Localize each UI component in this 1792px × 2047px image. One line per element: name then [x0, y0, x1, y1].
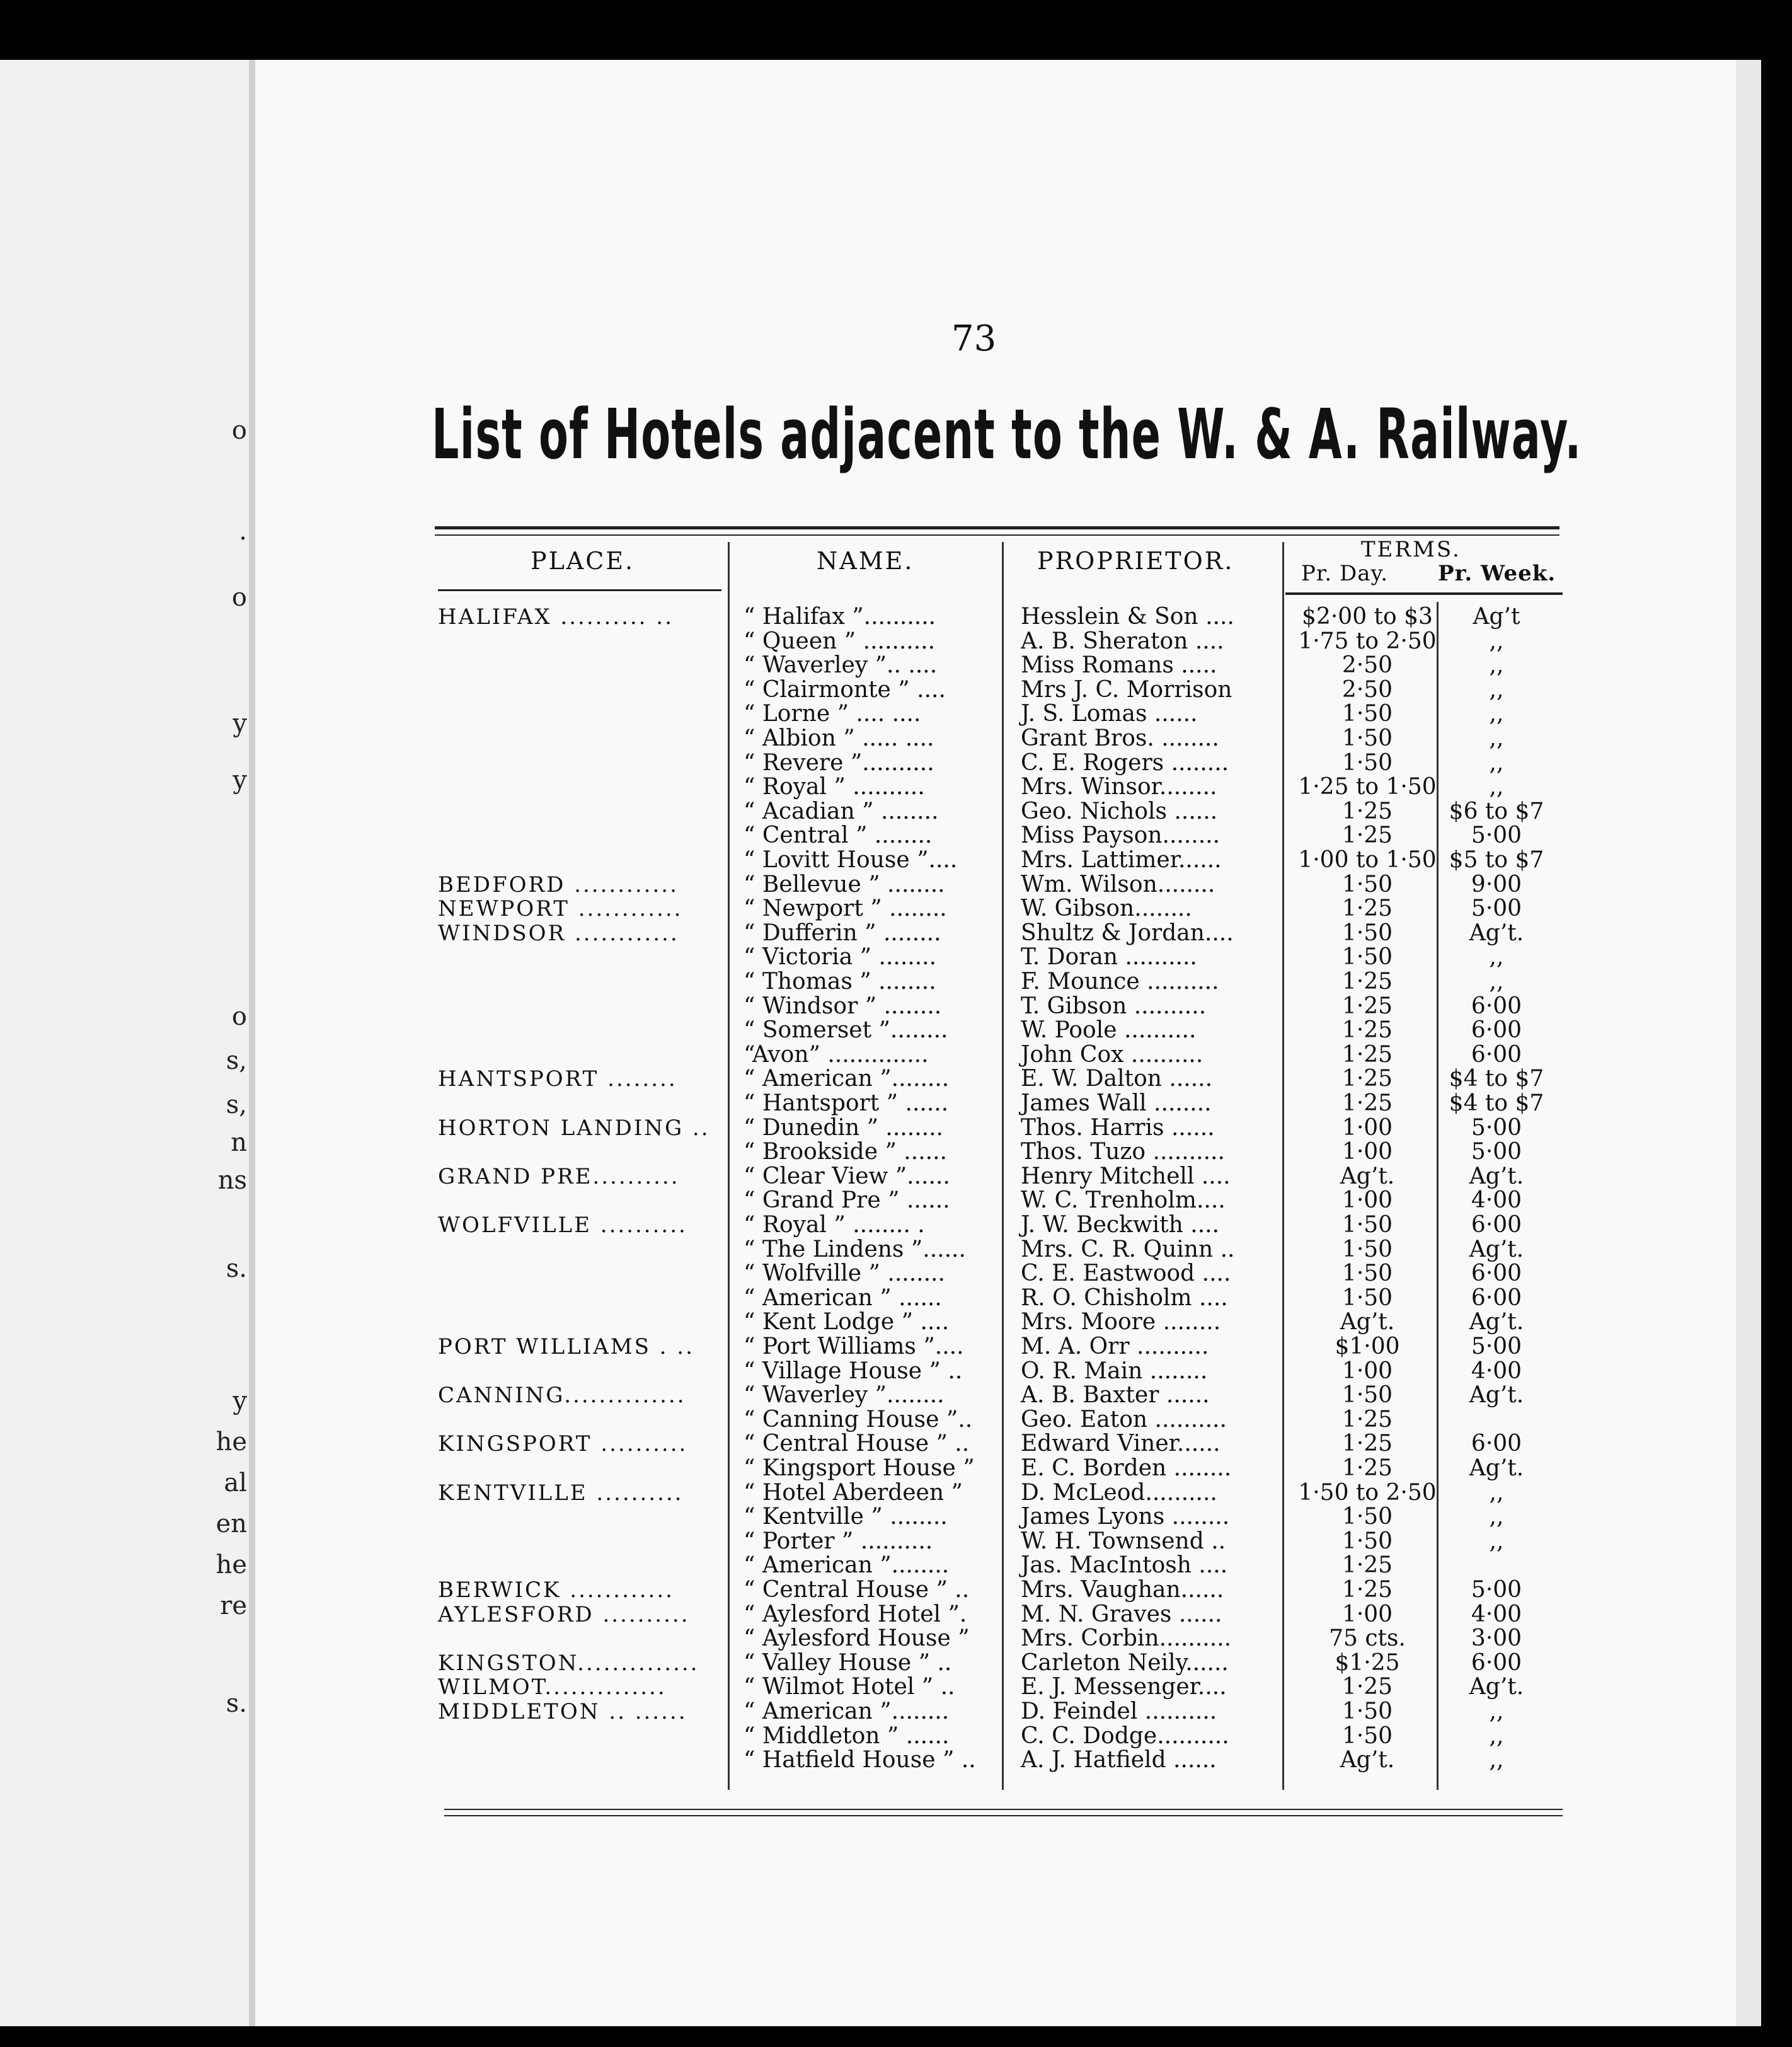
table-row	[0, 1092, 1792, 1116]
cell-week: 4·00	[1471, 1601, 1522, 1627]
cell-proprietor: W. Gibson........	[1021, 896, 1192, 921]
table-row	[0, 1603, 1792, 1627]
table-row	[0, 1456, 1792, 1480]
cell-proprietor: R. O. Chisholm ....	[1021, 1285, 1228, 1311]
cell-name: “ Hotel Aberdeen ”	[744, 1480, 963, 1506]
cell-name: “ Bellevue ” ........	[744, 872, 945, 897]
table-row	[0, 1310, 1792, 1334]
cell-proprietor: Mrs. Moore ........	[1021, 1309, 1221, 1335]
cell-proprietor: Shultz & Jordan....	[1021, 920, 1234, 946]
cell-week: ,,	[1489, 652, 1504, 678]
cell-week: Ag’t.	[1469, 920, 1524, 946]
cell-day: 1·00	[1341, 1115, 1393, 1141]
cell-proprietor: T. Doran ..........	[1021, 944, 1197, 970]
cell-proprietor: E. J. Messenger....	[1021, 1674, 1227, 1700]
cell-day: 1·25	[1341, 1577, 1393, 1603]
cell-name: “ Somerset ”........	[744, 1017, 948, 1043]
cell-week: 5·00	[1471, 1139, 1522, 1165]
cell-day: 1·50	[1341, 920, 1393, 946]
cell-week: Ag’t.	[1469, 1382, 1524, 1408]
cell-name: “ Royal ” ........ .	[744, 1212, 925, 1238]
cell-name: “ Kent Lodge ” ....	[744, 1309, 950, 1335]
cell-day: 1·25 to 1·50	[1298, 774, 1437, 800]
cell-day: 2·50	[1341, 652, 1393, 678]
cell-week: ,,	[1489, 750, 1504, 776]
cell-proprietor: J. S. Lomas ......	[1021, 701, 1198, 727]
cell-week: ,,	[1489, 1480, 1504, 1506]
cell-week: 5·00	[1471, 822, 1522, 848]
left-page-edge-char: he	[215, 1550, 247, 1579]
table-row	[0, 1116, 1792, 1140]
cell-place: CANNING..............	[438, 1383, 686, 1408]
cell-place: KINGSPORT ..........	[438, 1431, 688, 1456]
table-row	[0, 1675, 1792, 1699]
cell-day: 1·50	[1341, 1698, 1393, 1724]
cell-week: 3·00	[1471, 1625, 1522, 1651]
cell-week: 6·00	[1471, 1212, 1522, 1238]
cell-proprietor: A. J. Hatfield ......	[1021, 1747, 1217, 1773]
cell-week: Ag’t.	[1469, 1455, 1524, 1481]
table-row	[0, 1748, 1792, 1772]
cell-name: “ American ”........	[744, 1066, 950, 1092]
header-rule-second	[435, 534, 1559, 536]
cell-week: ,,	[1489, 944, 1504, 970]
cell-proprietor: M. N. Graves ......	[1021, 1601, 1222, 1627]
table-row	[0, 1432, 1792, 1456]
table-row	[0, 1627, 1792, 1651]
header-per-day: Pr. Day.	[1301, 561, 1389, 586]
cell-day: 1·25	[1341, 1407, 1393, 1433]
cell-name: “ American ”........	[744, 1552, 950, 1578]
cell-week: 4·00	[1471, 1358, 1522, 1384]
table-row	[0, 1213, 1792, 1237]
cell-proprietor: Henry Mitchell ....	[1021, 1163, 1231, 1189]
left-page-edge-char: re	[220, 1591, 247, 1620]
cell-week: ,,	[1489, 1528, 1504, 1554]
cell-day: 1·50	[1341, 1723, 1393, 1749]
table-row	[0, 630, 1792, 654]
table-row	[0, 897, 1792, 921]
cell-name: “ Kingsport House ”	[744, 1455, 975, 1481]
cell-week: 4·00	[1471, 1187, 1522, 1213]
cell-place: BERWICK ............	[438, 1577, 674, 1603]
cell-day: 1·50	[1341, 1285, 1393, 1311]
cell-day: 1·50	[1341, 725, 1393, 751]
cell-week: ,,	[1489, 628, 1504, 654]
cell-name: “ Central ” ........	[744, 822, 933, 848]
cell-name: “ Aylesford Hotel ”.	[744, 1601, 967, 1627]
cell-week: ,,	[1489, 725, 1504, 751]
cell-name: “ Victoria ” ........	[744, 944, 937, 970]
cell-proprietor: C. E. Eastwood ....	[1021, 1260, 1231, 1286]
bottom-rule-top	[444, 1809, 1563, 1810]
cell-day: $1·25	[1335, 1650, 1400, 1676]
cell-proprietor: Grant Bros. ........	[1021, 725, 1219, 751]
left-page-edge-char: y	[233, 709, 247, 738]
table-row	[0, 1165, 1792, 1189]
terms-header-underline	[1285, 592, 1563, 595]
table-row	[0, 1262, 1792, 1286]
cell-place: MIDDLETON .. ......	[438, 1699, 687, 1724]
left-page-edge-char: o	[231, 416, 247, 445]
cell-day: 1·25	[1341, 1431, 1393, 1456]
cell-week: Ag’t.	[1469, 1237, 1524, 1262]
cell-place: HORTON LANDING ..	[438, 1116, 710, 1141]
table-row	[0, 800, 1792, 824]
cell-day: $1·00	[1335, 1334, 1400, 1359]
cell-name: “ Porter ” ..........	[744, 1528, 933, 1554]
table-row	[0, 873, 1792, 897]
left-page-edge-char: s,	[226, 1090, 247, 1119]
cell-proprietor: D. Feindel ..........	[1021, 1698, 1217, 1724]
cell-day: 1·25	[1341, 1552, 1393, 1578]
cell-proprietor: M. A. Orr ..........	[1021, 1334, 1209, 1359]
cell-day: 1·25	[1341, 1042, 1393, 1068]
table-row	[0, 654, 1792, 678]
cell-week: 6·00	[1471, 1431, 1522, 1456]
left-page-edge-char: ns	[217, 1166, 247, 1195]
cell-place: PORT WILLIAMS . ..	[438, 1334, 694, 1359]
cell-day: 1·50	[1341, 1212, 1393, 1238]
table-row	[0, 945, 1792, 969]
cell-day: 1·25	[1341, 993, 1393, 1019]
cell-week: 6·00	[1471, 1017, 1522, 1043]
header-terms: TERMS.	[1361, 537, 1461, 562]
table-row	[0, 1383, 1792, 1407]
cell-proprietor: Mrs. Vaughan......	[1021, 1577, 1224, 1603]
cell-week: 9·00	[1471, 872, 1522, 897]
cell-week: 6·00	[1471, 1285, 1522, 1311]
cell-day: 1·50 to 2·50	[1298, 1480, 1437, 1506]
cell-day: $2·00 to $3	[1302, 604, 1433, 630]
cell-day: Ag’t.	[1340, 1747, 1395, 1773]
cell-proprietor: D. McLeod..........	[1021, 1480, 1217, 1506]
cell-name: “ Hantsport ” ......	[744, 1090, 949, 1116]
cell-name: “ Middleton ” ......	[744, 1723, 950, 1749]
bottom-rule-bottom	[444, 1815, 1563, 1816]
cell-day: Ag’t.	[1340, 1309, 1395, 1335]
cell-proprietor: Thos. Harris ......	[1021, 1115, 1215, 1141]
cell-proprietor: Geo. Eaton ..........	[1021, 1407, 1227, 1433]
cell-name: “ Village House ” ..	[744, 1358, 963, 1384]
cell-proprietor: Wm. Wilson........	[1021, 872, 1215, 897]
cell-day: 1·50	[1341, 1528, 1393, 1554]
cell-proprietor: Thos. Tuzo ..........	[1021, 1139, 1225, 1165]
header-rule-top	[435, 526, 1559, 529]
table-row	[0, 1481, 1792, 1505]
header-name: NAME.	[817, 547, 914, 575]
cell-place: BEDFORD ............	[438, 872, 679, 897]
table-row	[0, 1724, 1792, 1748]
table-row	[0, 605, 1792, 629]
cell-name: “ Revere ”..........	[744, 750, 934, 776]
cell-day: 1·25	[1341, 1017, 1393, 1043]
header-proprietor: PROPRIETOR.	[1037, 547, 1234, 575]
cell-proprietor: A. B. Sheraton ....	[1021, 628, 1224, 654]
left-page-edge-char: y	[233, 1387, 247, 1416]
cell-week: ,,	[1489, 1698, 1504, 1724]
table-row	[0, 678, 1792, 702]
table-row	[0, 1140, 1792, 1164]
cell-name: “ American ”........	[744, 1698, 950, 1724]
cell-place: AYLESFORD ..........	[438, 1602, 690, 1627]
table-row	[0, 1505, 1792, 1529]
cell-proprietor: A. B. Baxter ......	[1021, 1382, 1210, 1408]
cell-week: Ag’t.	[1469, 1674, 1524, 1700]
left-page-edge-char: s.	[226, 1689, 247, 1718]
cell-day: 75 cts.	[1329, 1625, 1406, 1651]
cell-week: ,,	[1489, 774, 1504, 800]
left-page-edge-char: n	[231, 1128, 247, 1157]
table-row	[0, 1067, 1792, 1091]
cell-week: ,,	[1489, 969, 1504, 995]
cell-proprietor: Mrs. Corbin..........	[1021, 1625, 1232, 1651]
cell-proprietor: Miss Payson........	[1021, 822, 1221, 848]
cell-week: 5·00	[1471, 1334, 1522, 1359]
cell-name: “ Lorne ” .... ....	[744, 701, 921, 727]
place-header-underline	[438, 589, 721, 591]
cell-name: “ Waverley ”.. ....	[744, 652, 938, 678]
cell-day: 1·50	[1341, 1260, 1393, 1286]
table-row	[0, 995, 1792, 1018]
cell-day: 1·25	[1341, 1455, 1393, 1481]
cell-name: “ Canning House ”..	[744, 1407, 973, 1433]
cell-name: “ Windsor ” ........	[744, 993, 942, 1019]
left-page-edge-char: o	[231, 1002, 247, 1031]
cell-proprietor: C. C. Dodge..........	[1021, 1723, 1229, 1749]
table-row	[0, 970, 1792, 994]
cell-day: 1·25	[1341, 1090, 1393, 1116]
cell-proprietor: Mrs J. C. Morrison	[1021, 677, 1232, 703]
cell-name: “ Lovitt House ”....	[744, 847, 958, 873]
cell-day: 1·50	[1341, 1504, 1393, 1530]
cell-week: Ag’t	[1473, 604, 1520, 630]
cell-day: 1·50	[1341, 1382, 1393, 1408]
header-place: PLACE.	[531, 547, 635, 575]
cell-name: “ Royal ” ..........	[744, 774, 925, 800]
cell-proprietor: Mrs. C. R. Quinn ..	[1021, 1237, 1235, 1262]
cell-week: 6·00	[1471, 1650, 1522, 1676]
cell-name: “ Central House ” ..	[744, 1577, 970, 1603]
table-row	[0, 824, 1792, 848]
table-row	[0, 1286, 1792, 1310]
table-row	[0, 1238, 1792, 1262]
cell-proprietor: F. Mounce ..........	[1021, 969, 1219, 995]
cell-day: 1·00	[1341, 1139, 1393, 1165]
cell-name: “ Clairmonte ” ....	[744, 677, 946, 703]
cell-week: ,,	[1489, 701, 1504, 727]
table-row	[0, 848, 1792, 872]
cell-name: “ Halifax ”..........	[744, 604, 936, 630]
cell-day: 1·00 to 1·50	[1298, 847, 1437, 873]
page-title: List of Hotels adjacent to the W. & A. Railway.	[432, 394, 1582, 475]
table-row	[0, 1700, 1792, 1724]
cell-proprietor: Mrs. Lattimer......	[1021, 847, 1222, 873]
cell-day: 1·50	[1341, 701, 1393, 727]
left-page-edge-char: y	[233, 766, 247, 795]
cell-name: “ Hatfield House ” ..	[744, 1747, 976, 1773]
cell-proprietor: W. Poole ..........	[1021, 1017, 1197, 1043]
cell-name: “ Albion ” ..... ....	[744, 725, 934, 751]
cell-proprietor: W. H. Townsend ..	[1021, 1528, 1226, 1554]
cell-proprietor: Mrs. Winsor........	[1021, 774, 1217, 800]
table-row	[0, 1651, 1792, 1675]
table-row	[0, 702, 1792, 726]
cell-week: Ag’t.	[1469, 1309, 1524, 1335]
cell-proprietor: T. Gibson ..........	[1021, 993, 1207, 1019]
cell-place: WILMOT..............	[438, 1675, 667, 1700]
cell-name: “ Dunedin ” ........	[744, 1115, 943, 1141]
cell-name: “ Clear View ”......	[744, 1163, 950, 1189]
cell-name: “ Dufferin ” ........	[744, 920, 941, 946]
left-page-edge-char: he	[215, 1427, 247, 1456]
cell-name: “ Wilmot Hotel ” ..	[744, 1674, 955, 1700]
cell-name: “ Newport ” ........	[744, 896, 947, 921]
cell-week: 6·00	[1471, 1042, 1522, 1068]
cell-proprietor: Geo. Nichols ......	[1021, 799, 1218, 824]
cell-name: “ Port Williams ”....	[744, 1334, 964, 1359]
table-row	[0, 1018, 1792, 1042]
cell-proprietor: Jas. MacIntosh ....	[1021, 1552, 1228, 1578]
cell-proprietor: E. W. Dalton ......	[1021, 1066, 1213, 1092]
cell-proprietor: O. R. Main ........	[1021, 1358, 1208, 1384]
table-row	[0, 1359, 1792, 1383]
table-row	[0, 1043, 1792, 1067]
cell-day: 2·50	[1341, 677, 1393, 703]
cell-week: 5·00	[1471, 1115, 1522, 1141]
cell-name: “ Waverley ”........	[744, 1382, 945, 1408]
table-row	[0, 727, 1792, 751]
cell-proprietor: Miss Romans .....	[1021, 652, 1217, 678]
cell-day: 1·00	[1341, 1358, 1393, 1384]
cell-proprietor: James Lyons ........	[1021, 1504, 1230, 1530]
left-page-edge-char: .	[239, 517, 247, 546]
cell-name: “ Brookside ” ......	[744, 1139, 947, 1165]
cell-name: “ Grand Pre ” ......	[744, 1187, 950, 1213]
cell-day: 1·50	[1341, 944, 1393, 970]
cell-place: NEWPORT ............	[438, 896, 683, 921]
cell-proprietor: Carleton Neily......	[1021, 1650, 1229, 1676]
left-page-edge-char: s.	[226, 1254, 247, 1283]
cell-day: 1·00	[1341, 1601, 1393, 1627]
left-page-edge-char: al	[224, 1468, 247, 1497]
left-page-edge-char: o	[231, 583, 247, 612]
cell-day: 1·00	[1341, 1187, 1393, 1213]
cell-week: ,,	[1489, 1504, 1504, 1530]
cell-name: “ Thomas ” ........	[744, 969, 936, 995]
cell-day: 1·50	[1341, 872, 1393, 897]
cell-day: 1·50	[1341, 1237, 1393, 1262]
page-number: 73	[951, 318, 997, 359]
cell-day: 1·25	[1341, 1066, 1393, 1092]
cell-proprietor: C. E. Rogers ........	[1021, 750, 1229, 776]
cell-place: WOLFVILLE ..........	[438, 1213, 687, 1238]
cell-name: “ Aylesford House ”	[744, 1625, 970, 1651]
left-page-edge-char: s,	[226, 1046, 247, 1075]
cell-place: GRAND PRE..........	[438, 1164, 680, 1189]
cell-place: HALIFAX .......... ..	[438, 604, 674, 630]
cell-name: “ American ” ......	[744, 1285, 942, 1311]
cell-day: 1·50	[1341, 750, 1393, 776]
cell-place: KENTVILLE ..........	[438, 1480, 684, 1506]
table-row	[0, 1554, 1792, 1577]
table-row	[0, 1189, 1792, 1213]
cell-name: “Avon” ..............	[744, 1042, 929, 1068]
cell-week: $4 to $7	[1449, 1090, 1544, 1116]
cell-name: “ Queen ” ..........	[744, 628, 936, 654]
cell-week: $6 to $7	[1449, 799, 1544, 824]
cell-proprietor: W. C. Trenholm....	[1021, 1187, 1226, 1213]
cell-week: ,,	[1489, 1723, 1504, 1749]
cell-week: Ag’t.	[1469, 1163, 1524, 1189]
cell-proprietor: J. W. Beckwith ....	[1021, 1212, 1220, 1238]
cell-name: “ Kentville ” ........	[744, 1504, 948, 1530]
cell-name: “ Acadian ” ........	[744, 799, 939, 824]
cell-proprietor: Hesslein & Son ....	[1021, 604, 1234, 630]
cell-proprietor: James Wall ........	[1021, 1090, 1212, 1116]
cell-name: “ The Lindens ”......	[744, 1237, 966, 1262]
table-row	[0, 1530, 1792, 1554]
table-row	[0, 1335, 1792, 1359]
table-row	[0, 1578, 1792, 1602]
table-row	[0, 775, 1792, 799]
cell-place: KINGSTON..............	[438, 1651, 699, 1676]
cell-day: 1·25	[1341, 896, 1393, 921]
cell-proprietor: E. C. Borden ........	[1021, 1455, 1232, 1481]
cell-week: $5 to $7	[1449, 847, 1544, 873]
header-per-week: Pr. Week.	[1438, 561, 1556, 586]
cell-day: 1·25	[1341, 969, 1393, 995]
cell-proprietor: Edward Viner......	[1021, 1431, 1221, 1456]
table-row	[0, 751, 1792, 775]
cell-day: 1·25	[1341, 1674, 1393, 1700]
cell-week: 6·00	[1471, 1260, 1522, 1286]
left-page-edge-char: en	[215, 1509, 247, 1538]
cell-week: 5·00	[1471, 1577, 1522, 1603]
table-row	[0, 921, 1792, 945]
table-row	[0, 1408, 1792, 1432]
cell-week: 6·00	[1471, 993, 1522, 1019]
cell-week: $4 to $7	[1449, 1066, 1544, 1092]
cell-day: 1·25	[1341, 822, 1393, 848]
cell-proprietor: John Cox ..........	[1021, 1042, 1203, 1068]
cell-name: “ Valley House ” ..	[744, 1650, 952, 1676]
cell-week: ,,	[1489, 677, 1504, 703]
cell-day: Ag’t.	[1340, 1163, 1395, 1189]
cell-week: ,,	[1489, 1747, 1504, 1773]
cell-week: 5·00	[1471, 896, 1522, 921]
cell-name: “ Central House ” ..	[744, 1431, 970, 1456]
cell-day: 1·75 to 2·50	[1298, 628, 1437, 654]
cell-name: “ Wolfville ” ........	[744, 1260, 945, 1286]
cell-place: WINDSOR ............	[438, 921, 679, 946]
cell-place: HANTSPORT ........	[438, 1066, 677, 1092]
cell-day: 1·25	[1341, 799, 1393, 824]
